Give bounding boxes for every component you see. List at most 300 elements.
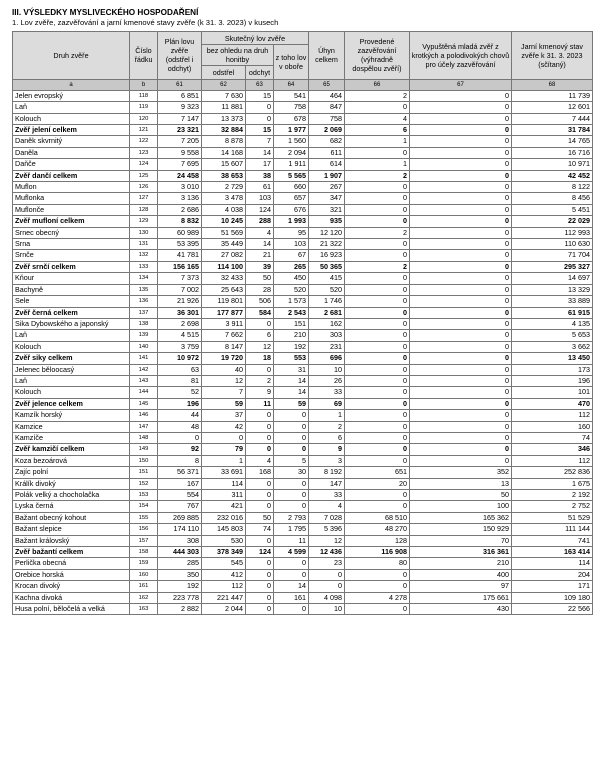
value-cell: 8 147 bbox=[202, 341, 246, 352]
table-row bbox=[13, 501, 593, 512]
value-cell: 651 bbox=[345, 467, 410, 478]
species-name: Daněk skvrnitý bbox=[13, 136, 130, 147]
value-cell: 97 bbox=[410, 581, 512, 592]
value-cell: 2 729 bbox=[202, 182, 246, 193]
value-cell: 111 144 bbox=[512, 524, 593, 535]
value-cell: 2 bbox=[345, 261, 410, 272]
value-cell: 231 bbox=[309, 341, 345, 352]
species-name: Kamzíče bbox=[13, 432, 130, 443]
table-row-total bbox=[13, 216, 593, 227]
header-odchyt: odchyt bbox=[246, 66, 274, 79]
row-number: 153 bbox=[130, 490, 158, 501]
table-row-total bbox=[13, 261, 593, 272]
value-cell: 0 bbox=[410, 159, 512, 170]
table-row bbox=[13, 375, 593, 386]
value-cell: 10 972 bbox=[158, 353, 202, 364]
value-cell: 196 bbox=[512, 375, 593, 386]
table-row bbox=[13, 147, 593, 158]
header-odstrel: odstřel bbox=[202, 66, 246, 79]
value-cell: 21 926 bbox=[158, 296, 202, 307]
value-cell: 44 bbox=[158, 410, 202, 421]
value-cell: 7 695 bbox=[158, 159, 202, 170]
value-cell: 0 bbox=[274, 478, 309, 489]
row-number: 158 bbox=[130, 547, 158, 558]
value-cell: 0 bbox=[345, 318, 410, 329]
row-number: 155 bbox=[130, 512, 158, 523]
value-cell: 11 bbox=[246, 398, 274, 409]
value-cell: 0 bbox=[410, 227, 512, 238]
species-name: Jelenec běloocasý bbox=[13, 364, 130, 375]
value-cell: 2 793 bbox=[274, 512, 309, 523]
table-row bbox=[13, 296, 593, 307]
value-cell: 18 bbox=[246, 353, 274, 364]
table-row bbox=[13, 581, 593, 592]
value-cell: 0 bbox=[410, 113, 512, 124]
value-cell: 16 716 bbox=[512, 147, 593, 158]
value-cell: 114 100 bbox=[202, 261, 246, 272]
value-cell: 0 bbox=[410, 250, 512, 261]
value-cell: 0 bbox=[410, 90, 512, 101]
value-cell: 0 bbox=[345, 604, 410, 615]
value-cell: 269 885 bbox=[158, 512, 202, 523]
species-name: Zvěř dančí celkem bbox=[13, 170, 130, 181]
table-row-total bbox=[13, 547, 593, 558]
species-name: Husa polní, běločelá a velká bbox=[13, 604, 130, 615]
row-number: 162 bbox=[130, 592, 158, 603]
value-cell: 21 bbox=[246, 250, 274, 261]
value-cell: 42 bbox=[202, 421, 246, 432]
species-name: Kamzík horský bbox=[13, 410, 130, 421]
header-jarni: Jarní kmenový stav zvěře k 31. 3. 2023 (sčítaný) bbox=[512, 32, 593, 80]
value-cell: 10 bbox=[309, 364, 345, 375]
value-cell: 1 993 bbox=[274, 216, 309, 227]
value-cell: 9 bbox=[309, 444, 345, 455]
value-cell: 415 bbox=[309, 273, 345, 284]
value-cell: 0 bbox=[274, 501, 309, 512]
table-row bbox=[13, 159, 593, 170]
species-name: Lyska černá bbox=[13, 501, 130, 512]
value-cell: 4 bbox=[345, 113, 410, 124]
value-cell: 30 bbox=[274, 467, 309, 478]
value-cell: 6 bbox=[246, 330, 274, 341]
value-cell: 116 908 bbox=[345, 547, 410, 558]
value-cell: 48 bbox=[158, 421, 202, 432]
table-row bbox=[13, 604, 593, 615]
value-cell: 0 bbox=[274, 569, 309, 580]
value-cell: 0 bbox=[410, 398, 512, 409]
value-cell: 14 bbox=[274, 387, 309, 398]
value-cell: 0 bbox=[345, 501, 410, 512]
header-vypustena: Vypuštěná mladá zvěř z krotkých a polodivokých chovů pro účely zazvěřování bbox=[410, 32, 512, 80]
column-letter: 65 bbox=[309, 79, 345, 90]
value-cell: 5 653 bbox=[512, 330, 593, 341]
value-cell: 33 bbox=[309, 490, 345, 501]
table-row bbox=[13, 432, 593, 443]
value-cell: 400 bbox=[410, 569, 512, 580]
value-cell: 412 bbox=[202, 569, 246, 580]
value-cell: 13 450 bbox=[512, 353, 593, 364]
value-cell: 545 bbox=[202, 558, 246, 569]
value-cell: 1 746 bbox=[309, 296, 345, 307]
column-letter: 68 bbox=[512, 79, 593, 90]
value-cell: 0 bbox=[246, 432, 274, 443]
value-cell: 1 bbox=[309, 410, 345, 421]
value-cell: 1 907 bbox=[309, 170, 345, 181]
value-cell: 316 361 bbox=[410, 547, 512, 558]
table-row bbox=[13, 558, 593, 569]
table-row bbox=[13, 90, 593, 101]
value-cell: 13 329 bbox=[512, 284, 593, 295]
value-cell: 22 029 bbox=[512, 216, 593, 227]
value-cell: 167 bbox=[158, 478, 202, 489]
value-cell: 657 bbox=[274, 193, 309, 204]
species-name: Králík divoký bbox=[13, 478, 130, 489]
species-name: Zvěř bažantí celkem bbox=[13, 547, 130, 558]
value-cell: 0 bbox=[345, 364, 410, 375]
value-cell: 0 bbox=[202, 432, 246, 443]
value-cell: 7 028 bbox=[309, 512, 345, 523]
species-name: Jelen evropský bbox=[13, 90, 130, 101]
value-cell: 3 bbox=[309, 455, 345, 466]
value-cell: 7 002 bbox=[158, 284, 202, 295]
value-cell: 0 bbox=[246, 364, 274, 375]
value-cell: 32 884 bbox=[202, 125, 246, 136]
value-cell: 0 bbox=[345, 432, 410, 443]
value-cell: 232 016 bbox=[202, 512, 246, 523]
row-number: 118 bbox=[130, 90, 158, 101]
section-title: III. VÝSLEDKY MYSLIVECKÉHO HOSPODAŘENÍ bbox=[12, 8, 199, 17]
value-cell: 7 bbox=[202, 387, 246, 398]
value-cell: 4 bbox=[246, 455, 274, 466]
column-letter: a bbox=[13, 79, 130, 90]
value-cell: 311 bbox=[202, 490, 246, 501]
value-cell: 124 bbox=[246, 547, 274, 558]
value-cell: 5 565 bbox=[274, 170, 309, 181]
value-cell: 22 566 bbox=[512, 604, 593, 615]
table-row-total bbox=[13, 125, 593, 136]
value-cell: 61 915 bbox=[512, 307, 593, 318]
value-cell: 0 bbox=[410, 239, 512, 250]
value-cell: 0 bbox=[345, 284, 410, 295]
value-cell: 7 205 bbox=[158, 136, 202, 147]
table-row bbox=[13, 467, 593, 478]
value-cell: 221 447 bbox=[202, 592, 246, 603]
value-cell: 1 bbox=[345, 159, 410, 170]
value-cell: 0 bbox=[410, 375, 512, 386]
value-cell: 0 bbox=[410, 353, 512, 364]
value-cell: 4 bbox=[246, 227, 274, 238]
value-cell: 0 bbox=[410, 193, 512, 204]
value-cell: 42 452 bbox=[512, 170, 593, 181]
value-cell: 0 bbox=[158, 432, 202, 443]
value-cell: 7 444 bbox=[512, 113, 593, 124]
value-cell: 288 bbox=[246, 216, 274, 227]
value-cell: 0 bbox=[246, 501, 274, 512]
value-cell: 33 889 bbox=[512, 296, 593, 307]
header-uhyn: Úhyn celkem bbox=[309, 32, 345, 80]
row-number: 134 bbox=[130, 273, 158, 284]
species-name: Zvěř jelence celkem bbox=[13, 398, 130, 409]
value-cell: 12 bbox=[202, 375, 246, 386]
row-number: 152 bbox=[130, 478, 158, 489]
value-cell: 59 bbox=[202, 398, 246, 409]
value-cell: 2 686 bbox=[158, 204, 202, 215]
value-cell: 156 165 bbox=[158, 261, 202, 272]
value-cell: 8 878 bbox=[202, 136, 246, 147]
value-cell: 444 303 bbox=[158, 547, 202, 558]
header-druh: Druh zvěře bbox=[13, 32, 130, 80]
species-name: Zajíc polní bbox=[13, 467, 130, 478]
value-cell: 160 bbox=[512, 421, 593, 432]
species-name: Orebice horská bbox=[13, 569, 130, 580]
value-cell: 0 bbox=[410, 102, 512, 113]
value-cell: 174 110 bbox=[158, 524, 202, 535]
row-number: 151 bbox=[130, 467, 158, 478]
value-cell: 0 bbox=[246, 113, 274, 124]
value-cell: 71 704 bbox=[512, 250, 593, 261]
value-cell: 80 bbox=[345, 558, 410, 569]
value-cell: 27 082 bbox=[202, 250, 246, 261]
row-number: 132 bbox=[130, 250, 158, 261]
value-cell: 92 bbox=[158, 444, 202, 455]
value-cell: 19 720 bbox=[202, 353, 246, 364]
value-cell: 0 bbox=[274, 604, 309, 615]
value-cell: 14 bbox=[246, 239, 274, 250]
value-cell: 614 bbox=[309, 159, 345, 170]
value-cell: 79 bbox=[202, 444, 246, 455]
value-cell: 112 bbox=[512, 410, 593, 421]
value-cell: 2 752 bbox=[512, 501, 593, 512]
value-cell: 520 bbox=[274, 284, 309, 295]
species-name: Perlička obecná bbox=[13, 558, 130, 569]
value-cell: 128 bbox=[345, 535, 410, 546]
value-cell: 0 bbox=[410, 410, 512, 421]
value-cell: 9 558 bbox=[158, 147, 202, 158]
value-cell: 10 245 bbox=[202, 216, 246, 227]
value-cell: 0 bbox=[274, 421, 309, 432]
value-cell: 0 bbox=[410, 125, 512, 136]
value-cell: 3 010 bbox=[158, 182, 202, 193]
header-skutecny: Skutečný lov zvěře bbox=[202, 32, 309, 45]
header-provedene: Provedené zazvěřování (výhradně dospělou zvěří) bbox=[345, 32, 410, 80]
value-cell: 15 607 bbox=[202, 159, 246, 170]
value-cell: 0 bbox=[410, 182, 512, 193]
value-cell: 660 bbox=[274, 182, 309, 193]
value-cell: 61 bbox=[246, 182, 274, 193]
value-cell: 0 bbox=[410, 444, 512, 455]
value-cell: 7 373 bbox=[158, 273, 202, 284]
value-cell: 0 bbox=[410, 296, 512, 307]
value-cell: 12 120 bbox=[309, 227, 345, 238]
value-cell: 2 bbox=[345, 170, 410, 181]
row-number: 163 bbox=[130, 604, 158, 615]
value-cell: 6 bbox=[309, 432, 345, 443]
species-name: Laň bbox=[13, 102, 130, 113]
header-bez-ohledu: bez ohledu na druh honitby bbox=[202, 45, 274, 66]
value-cell: 0 bbox=[246, 592, 274, 603]
value-cell: 935 bbox=[309, 216, 345, 227]
value-cell: 5 451 bbox=[512, 204, 593, 215]
value-cell: 0 bbox=[410, 204, 512, 215]
value-cell: 4 098 bbox=[309, 592, 345, 603]
value-cell: 67 bbox=[274, 250, 309, 261]
value-cell: 8 122 bbox=[512, 182, 593, 193]
row-number: 160 bbox=[130, 569, 158, 580]
value-cell: 8 bbox=[158, 455, 202, 466]
value-cell: 14 765 bbox=[512, 136, 593, 147]
value-cell: 11 739 bbox=[512, 90, 593, 101]
value-cell: 15 bbox=[246, 125, 274, 136]
value-cell: 4 bbox=[309, 501, 345, 512]
row-number: 135 bbox=[130, 284, 158, 295]
value-cell: 41 781 bbox=[158, 250, 202, 261]
species-name: Bažant královský bbox=[13, 535, 130, 546]
row-number: 141 bbox=[130, 353, 158, 364]
row-number: 138 bbox=[130, 318, 158, 329]
table-row-total bbox=[13, 170, 593, 181]
value-cell: 0 bbox=[410, 147, 512, 158]
row-number: 119 bbox=[130, 102, 158, 113]
row-number: 157 bbox=[130, 535, 158, 546]
value-cell: 112 bbox=[202, 581, 246, 592]
row-number: 121 bbox=[130, 125, 158, 136]
value-cell: 0 bbox=[410, 318, 512, 329]
value-cell: 0 bbox=[345, 239, 410, 250]
value-cell: 3 662 bbox=[512, 341, 593, 352]
value-cell: 14 bbox=[274, 581, 309, 592]
value-cell: 0 bbox=[410, 341, 512, 352]
value-cell: 51 529 bbox=[512, 512, 593, 523]
value-cell: 33 691 bbox=[202, 467, 246, 478]
value-cell: 0 bbox=[410, 284, 512, 295]
value-cell: 0 bbox=[274, 432, 309, 443]
value-cell: 847 bbox=[309, 102, 345, 113]
table-row bbox=[13, 410, 593, 421]
value-cell: 20 bbox=[345, 478, 410, 489]
header-v-obore: z toho lov v oboře bbox=[274, 45, 309, 79]
value-cell: 4 515 bbox=[158, 330, 202, 341]
value-cell: 682 bbox=[309, 136, 345, 147]
value-cell: 0 bbox=[246, 490, 274, 501]
species-name: Srna bbox=[13, 239, 130, 250]
value-cell: 303 bbox=[309, 330, 345, 341]
value-cell: 464 bbox=[309, 90, 345, 101]
value-cell: 2 044 bbox=[202, 604, 246, 615]
row-number: 147 bbox=[130, 421, 158, 432]
value-cell: 1 573 bbox=[274, 296, 309, 307]
value-cell: 0 bbox=[274, 444, 309, 455]
row-number: 122 bbox=[130, 136, 158, 147]
value-cell: 2 094 bbox=[274, 147, 309, 158]
table-row bbox=[13, 250, 593, 261]
value-cell: 112 993 bbox=[512, 227, 593, 238]
row-number: 156 bbox=[130, 524, 158, 535]
value-cell: 378 349 bbox=[202, 547, 246, 558]
value-cell: 7 bbox=[246, 136, 274, 147]
table-row bbox=[13, 318, 593, 329]
table-row bbox=[13, 204, 593, 215]
value-cell: 52 bbox=[158, 387, 202, 398]
value-cell: 430 bbox=[410, 604, 512, 615]
species-name: Koza bezoárová bbox=[13, 455, 130, 466]
row-number: 137 bbox=[130, 307, 158, 318]
value-cell: 1 bbox=[202, 455, 246, 466]
table-row bbox=[13, 387, 593, 398]
value-cell: 0 bbox=[345, 273, 410, 284]
value-cell: 53 395 bbox=[158, 239, 202, 250]
table-row bbox=[13, 421, 593, 432]
value-cell: 758 bbox=[309, 113, 345, 124]
species-name: Zvěř siky celkem bbox=[13, 353, 130, 364]
value-cell: 10 971 bbox=[512, 159, 593, 170]
row-number: 150 bbox=[130, 455, 158, 466]
value-cell: 0 bbox=[410, 432, 512, 443]
value-cell: 50 bbox=[246, 512, 274, 523]
value-cell: 0 bbox=[345, 353, 410, 364]
value-cell: 163 414 bbox=[512, 547, 593, 558]
value-cell: 0 bbox=[345, 341, 410, 352]
value-cell: 103 bbox=[274, 239, 309, 250]
value-cell: 0 bbox=[345, 581, 410, 592]
row-number: 124 bbox=[130, 159, 158, 170]
value-cell: 4 038 bbox=[202, 204, 246, 215]
value-cell: 9 323 bbox=[158, 102, 202, 113]
value-cell: 50 bbox=[410, 490, 512, 501]
species-name: Bažant obecný kohout bbox=[13, 512, 130, 523]
table-caption: 1. Lov zvěře, zazvěřování a jarní kmenové stavy zvěře (k 31. 3. 2023) v kusech bbox=[12, 18, 279, 27]
value-cell: 14 168 bbox=[202, 147, 246, 158]
value-cell: 611 bbox=[309, 147, 345, 158]
value-cell: 109 180 bbox=[512, 592, 593, 603]
value-cell: 0 bbox=[345, 387, 410, 398]
value-cell: 1 560 bbox=[274, 136, 309, 147]
value-cell: 0 bbox=[410, 261, 512, 272]
species-name: Laň bbox=[13, 375, 130, 386]
table-row bbox=[13, 182, 593, 193]
value-cell: 0 bbox=[246, 318, 274, 329]
species-name: Srnče bbox=[13, 250, 130, 261]
table-row bbox=[13, 524, 593, 535]
species-name: Krocan divoký bbox=[13, 581, 130, 592]
row-number: 120 bbox=[130, 113, 158, 124]
value-cell: 1 977 bbox=[274, 125, 309, 136]
species-name: Kamzice bbox=[13, 421, 130, 432]
value-cell: 95 bbox=[274, 227, 309, 238]
value-cell: 450 bbox=[274, 273, 309, 284]
value-cell: 0 bbox=[345, 147, 410, 158]
value-cell: 223 778 bbox=[158, 592, 202, 603]
value-cell: 0 bbox=[345, 410, 410, 421]
table-row bbox=[13, 284, 593, 295]
row-number: 143 bbox=[130, 375, 158, 386]
value-cell: 2 882 bbox=[158, 604, 202, 615]
value-cell: 2 681 bbox=[309, 307, 345, 318]
row-number: 148 bbox=[130, 432, 158, 443]
species-name: Zvěř srnčí celkem bbox=[13, 261, 130, 272]
species-name: Bachyně bbox=[13, 284, 130, 295]
species-name: Sika Dybowského a japonský bbox=[13, 318, 130, 329]
value-cell: 2 bbox=[345, 90, 410, 101]
value-cell: 14 bbox=[274, 375, 309, 386]
table-row bbox=[13, 478, 593, 489]
row-number: 127 bbox=[130, 193, 158, 204]
value-cell: 0 bbox=[274, 558, 309, 569]
value-cell: 13 373 bbox=[202, 113, 246, 124]
value-cell: 112 bbox=[512, 455, 593, 466]
value-cell: 265 bbox=[274, 261, 309, 272]
value-cell: 0 bbox=[410, 170, 512, 181]
column-letter: 67 bbox=[410, 79, 512, 90]
